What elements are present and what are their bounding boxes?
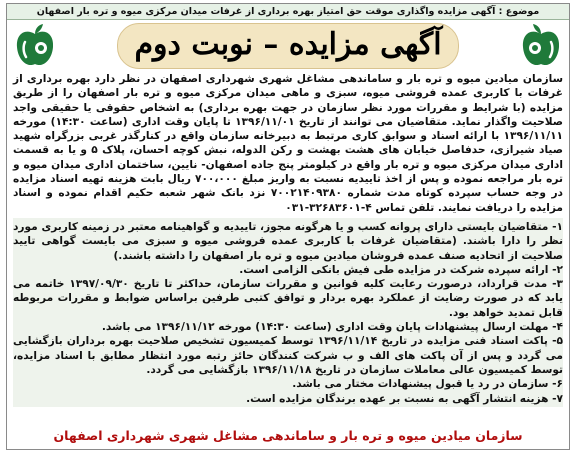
page-title: آگهی مزایده – نوبت دوم	[134, 27, 442, 62]
condition-item: ۲- ارائه سپرده شرکت در مزایده طی فیش بانکی الزامی است.	[239, 263, 563, 276]
condition-item: ۴- مهلت ارسال پیشنهادات پایان وقت اداری (ساعت ۱۴:۳۰) مورخه ۱۳۹۶/۱۱/۱۲ می باشد.	[101, 321, 563, 334]
title-banner	[117, 23, 459, 69]
apple-logo-icon	[519, 22, 563, 70]
conditions-list	[13, 218, 563, 407]
condition-item: ۱- متقاضیان بایستی دارای پروانه کسب و یا هرگونه مجوز، تاییدیه و گواهینامه معتبر در زمینه کاربری مورد نظر را دارا باشند. (متقاضیان غرفات با کاربری عمده فروشی میوه و سبزی می بایست گواهی تایید صلاحیت از اتحادیه صنف عمده فروشان میادین میوه و تره بار اصفهان را داشته باشند.)	[13, 220, 563, 262]
condition-item: ۵- پاکت اسناد فنی مزایده در تاریخ ۱۳۹۶/۱۱/۱۴ توسط کمیسیون تشخیص صلاحیت بهره برداران بازگشایی می گردد و پس از آن پاکت های الف و ب شرکت کنندگان حائز رتبه مورد انتظار مطابق با اسناد مزایده، توسط کمیسیون عالی معاملات سازمان در تاریخ ۱۳۹۶/۱۱/۱۸ بازگشایی می گردد.	[13, 335, 563, 376]
intro-paragraph: سازمان میادین میوه و تره بار و ساماندهی مشاغل شهری شهرداری اصفهان در نظر دارد بهره برداری از غرفات با کاربری عمده فروشی میوه، سبزی و ماهی میدان مرکزی میوه و تره بار اصفهان را از طریق مزایده (با شرایط و مقررات مورد نظر سازمان در جهت بهره برداری) به اشخاص حقوقی یا حقیقی واجد صلاحیت واگذار نماید. متقاضیان می توانند از تاریخ ۱۳۹۶/۱۱/۰۱ تا پایان وقت اداری (ساعت ۱۴:۳۰) مورخه ۱۳۹۶/۱۱/۱۱ با ارائه اسناد و سوابق کاری مرتبط به دبیرخانه سازمان واقع در کنارگذر غربی بزرگراه شهید صیاد شیرازی، حدفاصل خیابان های هشت بهشت و رکن الدوله، نبش کوچه احسان، پلاک ۵ و یا به قسمت اداری میدان مرکزی میوه و تره بار واقع در کیلومتر پنج جاده اصفهان- نایین، ساختمان اداری میدان میوه و تره بار مراجعه نموده و پس از اخذ تاییدیه نسبت به واریز مبلغ ۷۰۰،۰۰۰ ریال بابت هزینه تهیه اسناد مزایده در وجه حساب سپرده کوتاه مدت شماره ۷۰۰۲۱۴۰۹۳۸۰ نزد بانک شهر شعبه حکیم اقدام نموده و اسناد مزایده را دریافت نمایند. تلفن تماس ۴-۳۲۶۸۳۶۰۱-۰۳۱	[13, 73, 563, 214]
footer-signature: سازمان میادین میوه و تره بار و ساماندهی مشاغل شهری شهرداری اصفهان	[53, 428, 523, 443]
subject-line: موضوع : آگهی مزایده واگذاری موقت حق امتیاز بهره برداری از غرفات میدان مرکزی میوه و تره بار اصفهان	[7, 4, 569, 20]
ad-frame	[6, 3, 570, 450]
ad-body	[13, 72, 563, 407]
condition-item: ۳- مدت قرارداد، درصورت رعایت کلیه قوانین و مقررات سازمان، حداکثر تا تاریخ ۱۳۹۷/۰۹/۳۰ خاتمه می یابد که در صورت رضایت از عملکرد بهره بردار و توافق کتبی طرفین براساس ضوابط و مقررات مربوطه قابل تمدید خواهد بود.	[13, 278, 563, 319]
condition-item: ۷- هزینه انتشار آگهی به نسبت بر عهده برندگان مزایده است.	[246, 392, 563, 405]
condition-item: ۶- سازمان در رد یا قبول پیشنهادات مختار می باشد.	[292, 378, 563, 391]
apple-logo-icon	[13, 22, 57, 70]
